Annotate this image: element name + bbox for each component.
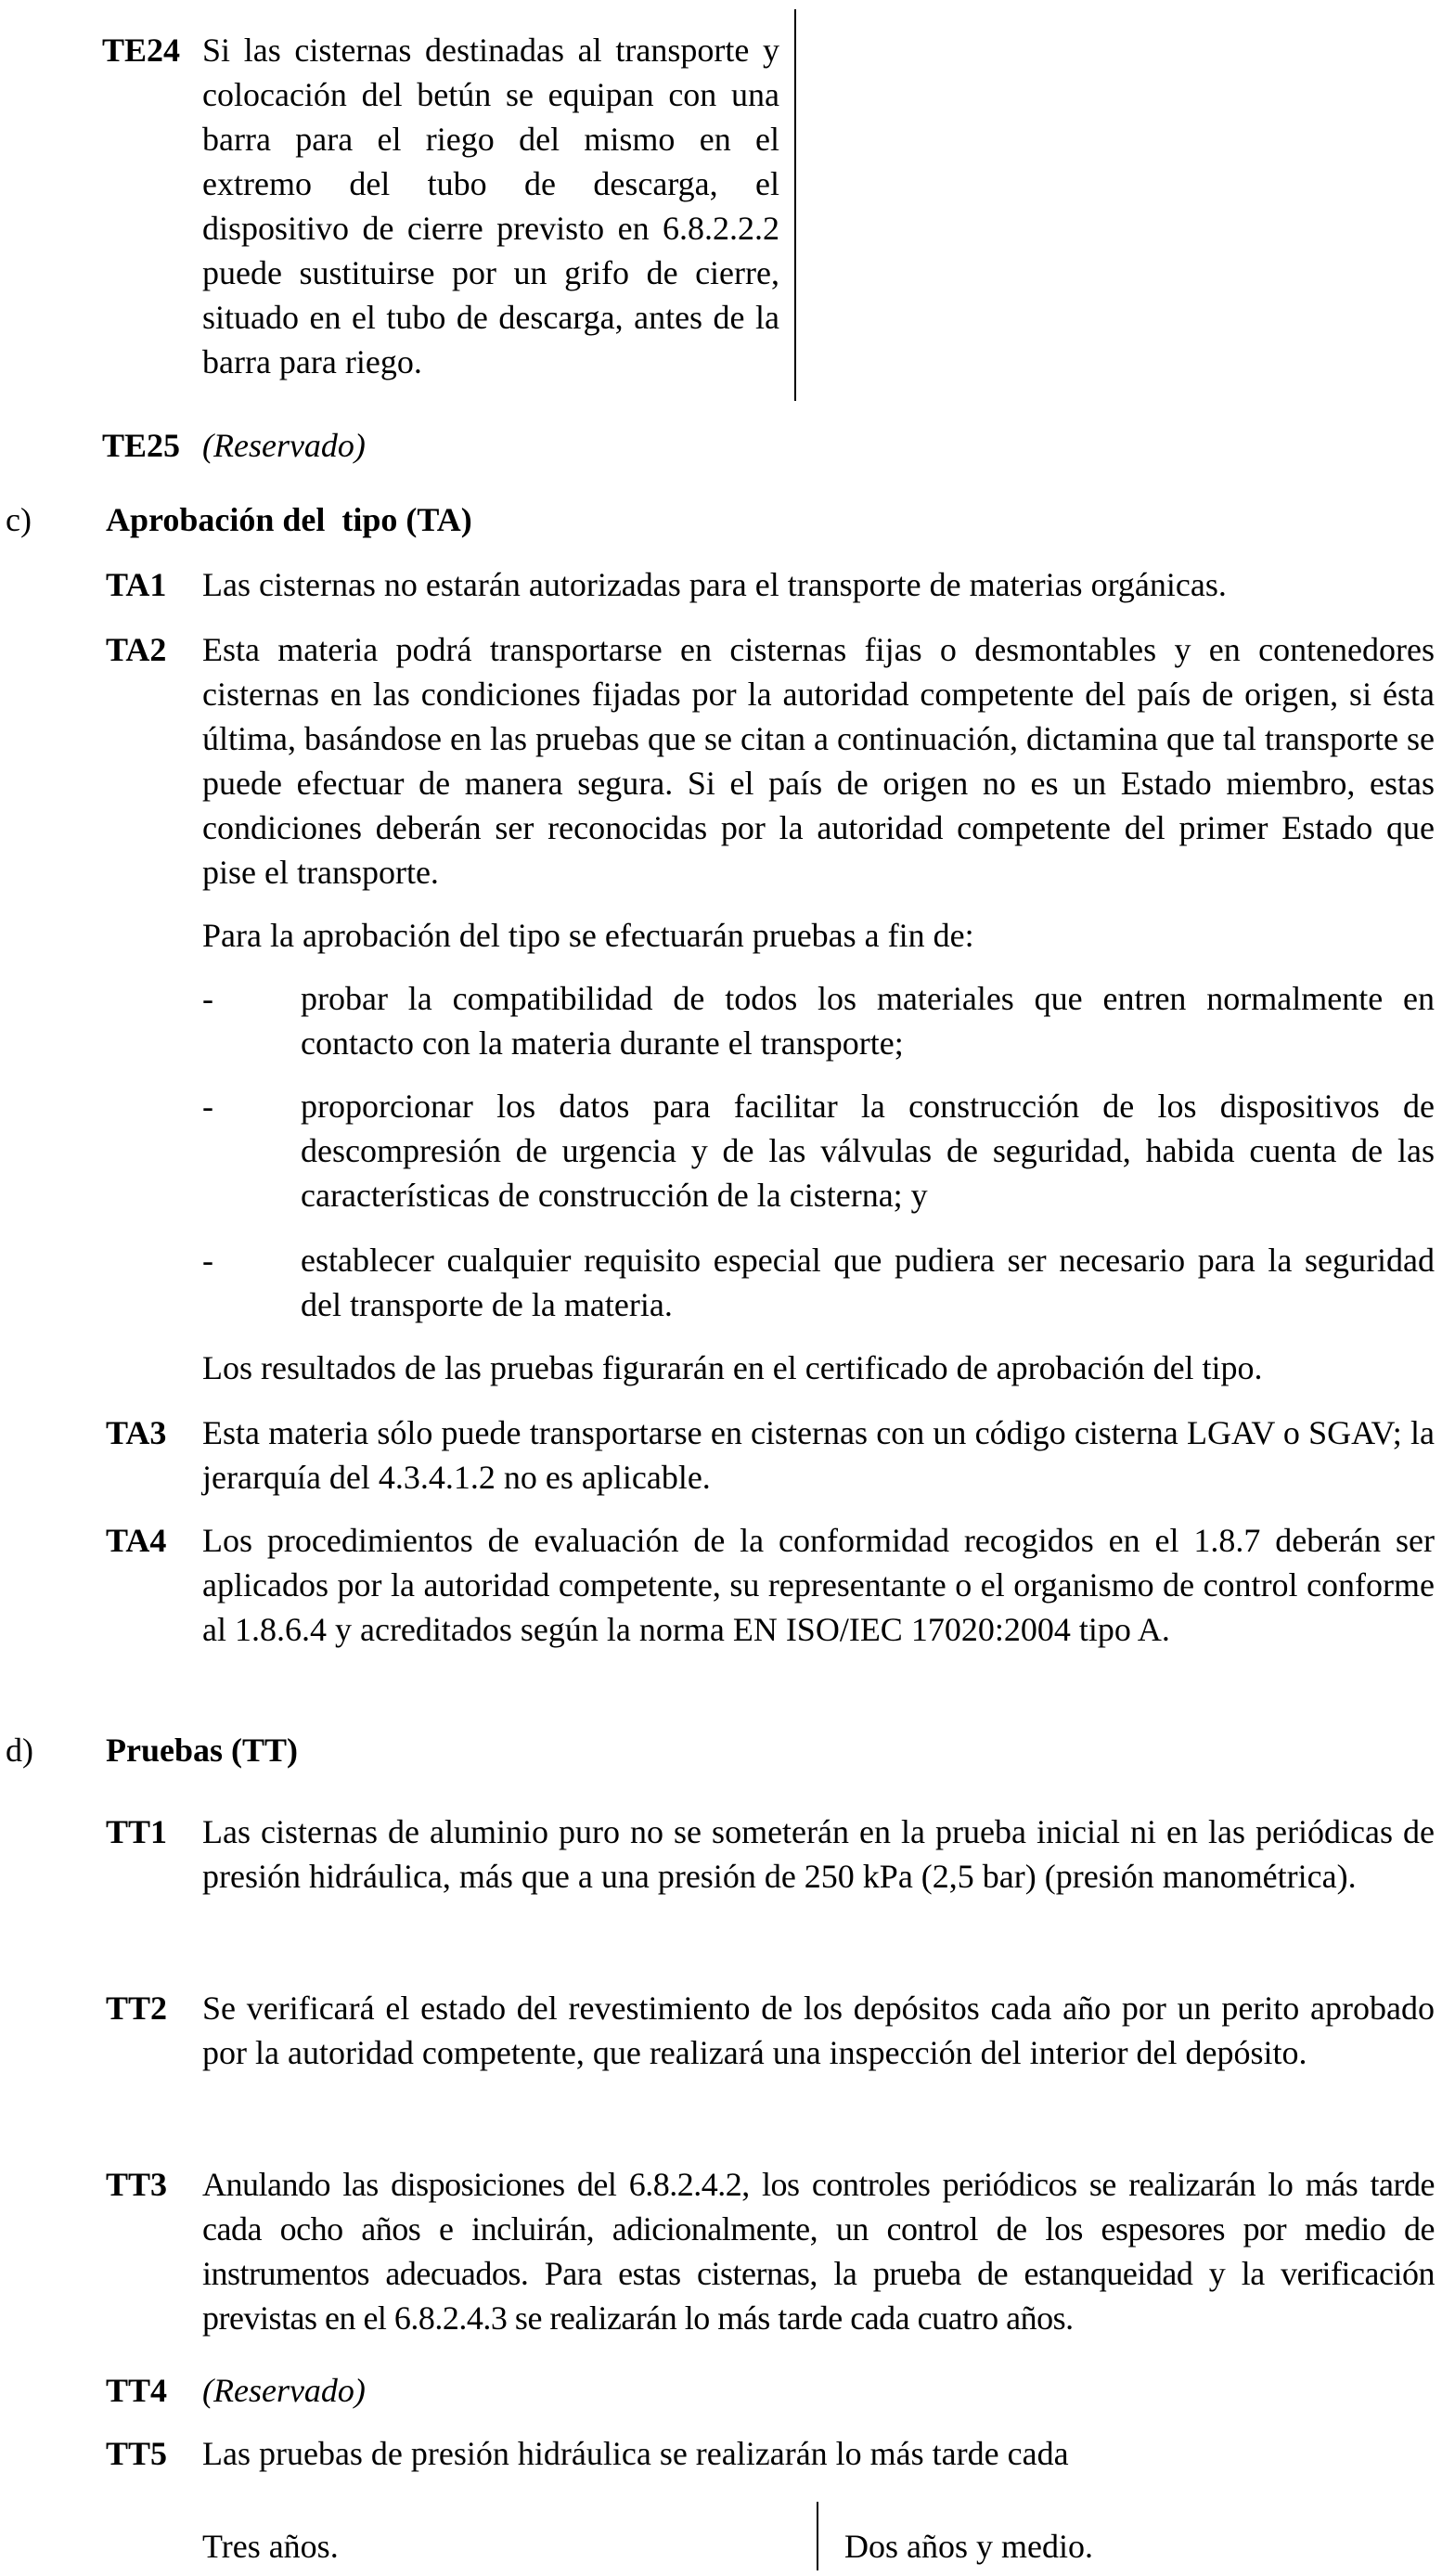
list-dash: - <box>202 1088 213 1125</box>
paragraph-tt4: (Reservado) <box>202 2372 366 2409</box>
vertical-rule-tt5 <box>817 2502 818 2570</box>
ta2-intro: Para la aprobación del tipo se efectuarán pruebas a fin de: <box>202 917 974 954</box>
list-dash: - <box>202 980 213 1017</box>
code-ta2: TA2 <box>106 631 167 668</box>
list-item: establecer cualquier requisito especial que pudiera ser necesario para la seguridad del transporte de la materia. <box>301 1242 1435 1323</box>
paragraph-te25: (Reservado) <box>202 427 366 464</box>
code-tt3: TT3 <box>106 2166 168 2203</box>
section-c-letter: c) <box>6 501 32 538</box>
code-ta3: TA3 <box>106 1414 167 1451</box>
code-tt1: TT1 <box>106 1813 168 1850</box>
tt5-right-column: Dos años y medio. <box>844 2528 1093 2565</box>
list-item: probar la compatibilidad de todos los materiales que entren normalmente en contacto con la materia durante el transporte; <box>301 980 1435 1062</box>
paragraph-tt5: Las pruebas de presión hidráulica se realizarán lo más tarde cada <box>202 2435 1069 2472</box>
paragraph-tt3: Anulando las disposiciones del 6.8.2.4.2, los controles periódicos se realizarán lo más tarde cada ocho años e incluirán, adicionalmente, un control de los espesores por medio de instrumentos adecuados. Para estas cisternas, la prueba de estanqueidad y la verificación previstas en el 6.8.2.4.3 se realizarán lo más tarde cada cuatro años. <box>202 2166 1435 2337</box>
section-d-title: Pruebas (TT) <box>106 1732 298 1769</box>
paragraph-ta4: Los procedimientos de evaluación de la conformidad recogidos en el 1.8.7 deberán ser aplicados por la autoridad competente, su representante o el organismo de control conforme al 1.8.6.4 y acreditados según la norma EN ISO/IEC 17020:2004 tipo A. <box>202 1522 1435 1648</box>
code-tt5: TT5 <box>106 2435 168 2472</box>
paragraph-te24: Si las cisternas destinadas al transporte y colocación del betún se equipan con una barra para el riego del mismo en el extremo del tubo de descarga, el dispositivo de cierre previsto en 6.8.2.2.2 puede sustituirse por un grifo de cierre, situado en el tubo de descarga, antes de la barra para riego. <box>202 32 779 380</box>
section-c-title: Aprobación del tipo (TA) <box>106 501 472 538</box>
code-ta4: TA4 <box>106 1522 167 1559</box>
code-tt2: TT2 <box>106 1990 168 2027</box>
paragraph-ta1: Las cisternas no estarán autorizadas para el transporte de materias orgánicas. <box>202 566 1227 603</box>
tt5-left-column: Tres años. <box>202 2528 339 2565</box>
code-ta1: TA1 <box>106 566 167 603</box>
paragraph-ta2: Esta materia podrá transportarse en cisternas fijas o desmontables y en contenedores cisternas en las condiciones fijadas por la autoridad competente del país de origen, si ésta última, basándose en las pruebas que se citan a continuación, dictamina que tal transporte se puede efectuar de manera segura. Si el país de origen no es un Estado miembro, estas condiciones deberán ser reconocidas por la autoridad competente del primer Estado que pise el transporte. <box>202 631 1435 891</box>
list-item: proporcionar los datos para facilitar la construcción de los dispositivos de descompresión de urgencia y de las válvulas de seguridad, habida cuenta de las características de construcción de la cisterna; y <box>301 1088 1435 1214</box>
code-te24: TE24 <box>102 32 181 69</box>
list-dash: - <box>202 1242 213 1279</box>
code-te25: TE25 <box>102 427 181 464</box>
vertical-rule-te24 <box>794 9 796 401</box>
paragraph-tt2: Se verificará el estado del revestimiento de los depósitos cada año por un perito aprobado por la autoridad competente, que realizará una inspección del interior del depósito. <box>202 1990 1435 2071</box>
code-tt4: TT4 <box>106 2372 168 2409</box>
ta2-closing: Los resultados de las pruebas figurarán en el certificado de aprobación del tipo. <box>202 1349 1263 1386</box>
paragraph-tt1: Las cisternas de aluminio puro no se someterán en la prueba inicial ni en las periódicas de presión hidráulica, más que a una presión de 250 kPa (2,5 bar) (presión manométrica). <box>202 1813 1435 1895</box>
paragraph-ta3: Esta materia sólo puede transportarse en cisternas con un código cisterna LGAV o SGAV; la jerarquía del 4.3.4.1.2 no es aplicable. <box>202 1414 1435 1496</box>
section-d-letter: d) <box>6 1732 33 1769</box>
